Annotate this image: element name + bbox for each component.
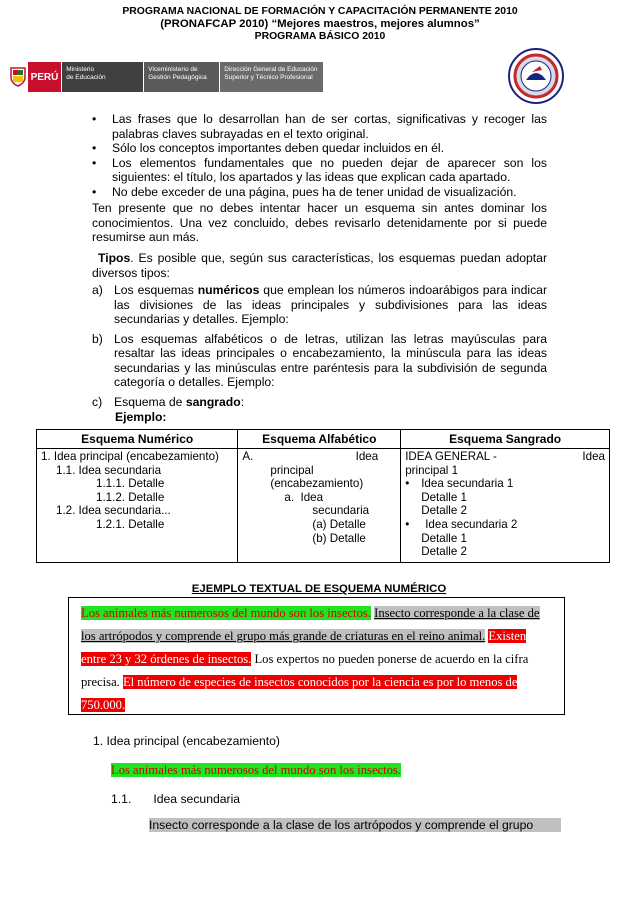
list-item: • Las frases que lo desarrollan han de ser cortas, significativas y recoger las palabras claves subrayadas en el texto original.	[92, 112, 547, 141]
numeric-schema-cell: 1. Idea principal (encabezamiento) 1.1. Idea secundaria 1.1.1. Detalle 1.1.2. Detalle 1.2. Idea secundaria... 1.2.1. Detalle	[37, 449, 238, 563]
highlight-main-idea: Los animales más numerosos del mundo son los insectos.	[81, 606, 371, 620]
list-item: • Los elementos fundamentales que no pueden dejar de aparecer son los siguientes: el título, los apartados y las ideas que explican cada apartado.	[92, 156, 547, 185]
alpha-schema-cell: A. Idea principal (encabezamiento) a. Idea secundaria (a) Detalle (b) Detalle	[238, 449, 401, 563]
outline-item-1: 1. Idea principal (encabezamiento)	[93, 734, 280, 748]
table-header-numeric: Esquema Numérico	[37, 430, 238, 449]
example-text-box: Los animales más numerosos del mundo son los insectos. Insecto corresponde a la clase de los artrópodos y comprende el grupo más grande de criaturas en el reino animal. Existen entre 23 y 32 órdenes de insectos. Los expertos no pueden ponerse de acuerdo en la cifra precisa. El número de especies de insectos conocidos por la ciencia es por lo menos de 750.000.	[68, 597, 565, 715]
list-item: b) Los esquemas alfabéticos o de letras, utilizan las letras mayúsculas para resaltar las ideas principales o encabezamiento, la minúscula para las ideas secundarias y las minúsculas entre paréntesis para la subdivisión de segunda categoría o detalles. Ejemplo:	[92, 331, 547, 389]
characteristics-list	[92, 112, 547, 199]
schema-table	[36, 429, 610, 563]
logo-direccion: Dirección General de Educación Superior y Técnico Profesional	[219, 62, 323, 92]
list-item: c) Esquema de sangrado:	[92, 394, 245, 409]
tipos-label: Tipos	[98, 251, 131, 265]
table-header-sangrado: Esquema Sangrado	[401, 430, 610, 449]
outline-item-1-text: Los animales más numerosos del mundo son los insectos.	[111, 763, 401, 777]
logo-ministerio: Ministerio de Educación	[61, 62, 143, 92]
pronafcap-seal-icon	[508, 48, 564, 104]
example-title: EJEMPLO TEXTUAL DE ESQUEMA NUMÉRICO	[191, 583, 447, 595]
list-item: a) Los esquemas numéricos que emplean los números indoarábigos para indicar las divisiones de las ideas principales y subdivisiones para las ideas secundarias y detalles. Ejemplo:	[92, 283, 548, 326]
outline-item-1-1: 1.1. Idea secundaria	[111, 792, 241, 806]
outline-item-1-1-text: Insecto corresponde a la clase de los artrópodos y comprende el grupo	[149, 818, 561, 832]
sangrado-schema-cell: IDEA GENERAL - Idea principal 1 • Idea secundaria 1 Detalle 1 Detalle 2 • Idea secundaria 2 Detalle 1 Detalle 2	[401, 449, 610, 563]
ejemplo-label: Ejemplo:	[115, 410, 167, 424]
paragraph-tipos: Tipos. Es posible que, según sus características, los esquemas puedan adoptar diversos tipos:	[92, 251, 547, 280]
document-header	[120, 6, 520, 43]
ministry-logo-bar	[8, 62, 323, 92]
peru-shield-icon	[8, 62, 28, 92]
header-line-1: PROGRAMA NACIONAL DE FORMACIÓN Y CAPACITACIÓN PERMANENTE 2010	[122, 6, 518, 17]
list-item: • No debe exceder de una página, pues ha de tener unidad de visualización.	[92, 185, 547, 200]
list-item: • Sólo los conceptos importantes deben quedar incluidos en él.	[92, 141, 547, 156]
logo-viceministerio: Viceministerio de Gestión Pedagógica	[143, 62, 219, 92]
paragraph-dominar: Ten presente que no debes intentar hacer un esquema sin antes dominar los conocimientos. Una vez concluido, debes revisarlo detenidamente por si puede resumirse aun más.	[92, 201, 547, 244]
header-line-2: (PRONAFCAP 2010) “Mejores maestros, mejores alumnos”	[160, 18, 480, 31]
header-line-3: PROGRAMA BÁSICO 2010	[254, 30, 386, 42]
peru-label: PERÚ	[28, 62, 62, 92]
types-list	[92, 283, 547, 414]
table-header-alpha: Esquema Alfabético	[238, 430, 401, 449]
